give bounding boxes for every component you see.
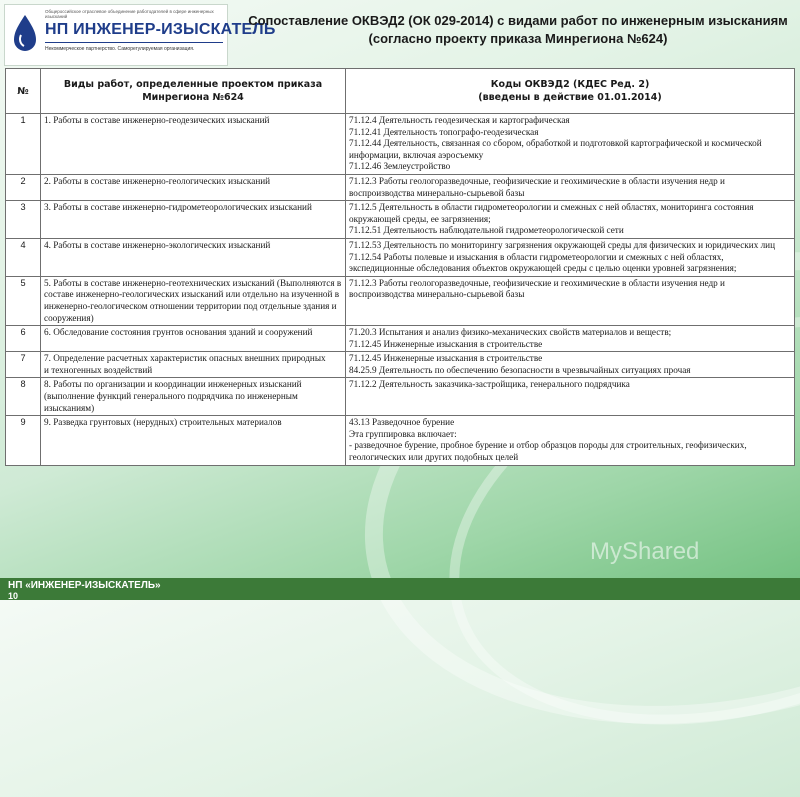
okved-codes-cell <box>346 276 795 325</box>
table-row <box>6 326 795 352</box>
table-row <box>6 201 795 239</box>
header <box>0 0 800 68</box>
work-type-text: 3. Работы в составе инженерно-гидрометеорологических изысканий <box>44 202 312 213</box>
okved-code-text: Эта группировка включает: <box>349 428 457 439</box>
row-number: 3 <box>6 201 41 239</box>
row-number: 4 <box>6 238 41 276</box>
row-number: 8 <box>6 378 41 416</box>
header-codes <box>346 69 795 114</box>
okved-codes-cell <box>346 352 795 378</box>
okved-code-text: 71.12.4 Деятельность геодезическая и картографическая <box>349 115 570 125</box>
okved-code-text: 71.12.2 Деятельность заказчика-застройщика, генерального подрядчика <box>349 379 630 390</box>
row-number: 2 <box>6 174 41 200</box>
work-type-text: 8. Работы по организации и координации инженерных изысканий (выполнение функций генерального подрядчика по инженерным изысканиям) <box>44 379 302 413</box>
work-type-cell <box>41 201 346 239</box>
watermark: MyShared <box>590 538 700 565</box>
work-type-cell <box>41 174 346 200</box>
okved-code-text: 71.20.3 Испытания и анализ физико-механических свойств материалов и веществ; <box>349 327 672 338</box>
work-type-text: 2. Работы в составе инженерно-геологических изысканий <box>44 175 271 186</box>
work-type-cell <box>41 416 346 465</box>
okved-code-text: 71.12.45 Инженерные изыскания в строительстве <box>349 353 543 364</box>
work-type-text: 1. Работы в составе инженерно-геодезических изысканий <box>44 115 270 125</box>
logo <box>4 4 276 66</box>
row-number: 6 <box>6 326 41 352</box>
comparison-table <box>5 68 795 466</box>
okved-code-text: 71.12.3 Работы геологоразведочные, геофизические и геохимические в области изучения недр и воспроизводства минерально-сырьевой базы <box>349 277 725 300</box>
okved-codes-cell <box>346 174 795 200</box>
okved-code-text: 71.12.53 Деятельность по мониторингу загрязнения окружающей среды для физических и юридических лиц <box>349 239 775 250</box>
okved-code-text: 71.12.51 Деятельность наблюдательной гидрометеорологической сети <box>349 225 624 236</box>
row-number: 7 <box>6 352 41 378</box>
table-row <box>6 174 795 200</box>
footer-org: НП «ИНЖЕНЕР-ИЗЫСКАТЕЛЬ» <box>8 580 161 591</box>
logo-subtitle: Некоммерческое партнерство. Саморегулируемая организация. <box>45 46 195 52</box>
okved-code-text: 71.12.45 Инженерные изыскания в строительстве <box>349 338 543 349</box>
header-codes-line: (введены в действие 01.01.2014) <box>478 92 662 103</box>
okved-code-text: 71.12.3 Работы геологоразведочные, геофизические и геохимические в области изучения недр и воспроизводства минерально-сырьевой базы <box>349 175 725 198</box>
table-row <box>6 114 795 175</box>
okved-code-text: 71.12.54 Работы полевые и изыскания в области гидрометеорологии и смежных с ней областях, экспедиционные обследования объектов окружающей среды с целью оценки уровней загрязнения; <box>349 251 737 274</box>
okved-code-text: 71.12.5 Деятельность в области гидрометеорологии и смежных с ней областях, мониторинга состояния окружающей среды, ее загрязнения; <box>349 202 754 224</box>
okved-codes-cell <box>346 114 795 175</box>
row-number: 5 <box>6 276 41 325</box>
table-row <box>6 416 795 465</box>
work-type-cell <box>41 276 346 325</box>
work-type-text: и техногенных воздействий <box>44 364 153 375</box>
okved-code-text: 71.12.44 Деятельность, связанная со сбором, обработкой и подготовкой картографической и космической информации, включая аэросъемку <box>349 138 762 160</box>
page-number: 10 <box>8 591 19 601</box>
work-type-text: 7. Определение расчетных характеристик опасных внешних природных <box>44 353 326 364</box>
table-row <box>6 238 795 276</box>
row-number: 9 <box>6 416 41 465</box>
header-works-line: Минрегиона №624 <box>142 92 244 103</box>
header-codes-line: Коды ОКВЭД2 (КДЕС Ред. 2) <box>490 79 650 90</box>
title-line-1: Сопоставление ОКВЭД2 (ОК 029-2014) с видами работ по инженерным изысканиям <box>248 13 788 28</box>
page-title <box>238 12 798 48</box>
okved-codes-cell <box>346 201 795 239</box>
okved-code-text: 71.12.41 Деятельность топографо-геодезическая <box>349 126 539 137</box>
logo-top-text: Общероссийское отраслевое объединение работодателей в сфере инженерных изысканий <box>45 9 214 19</box>
header-works-line: Виды работ, определенные проектом приказа <box>63 79 323 90</box>
row-number: 1 <box>6 114 41 175</box>
work-type-cell <box>41 326 346 352</box>
table-row <box>6 352 795 378</box>
work-type-text: 4. Работы в составе инженерно-экологических изысканий <box>44 239 271 250</box>
work-type-text: 9. Разведка грунтовых (нерудных) строительных материалов <box>44 417 282 428</box>
work-type-cell <box>41 238 346 276</box>
footer <box>0 578 800 600</box>
logo-name: НП ИНЖЕНЕР-ИЗЫСКАТЕЛЬ <box>45 21 276 38</box>
okved-code-text: 84.25.9 Деятельность по обеспечению безопасности в чрезвычайных ситуациях прочая <box>349 364 691 375</box>
logo-divider <box>45 42 223 43</box>
header-works <box>41 69 346 114</box>
table-row <box>6 378 795 416</box>
work-type-text: 6. Обследование состояния грунтов основания зданий и сооружений <box>44 327 313 338</box>
okved-codes-cell <box>346 416 795 465</box>
table-row <box>6 276 795 325</box>
okved-codes-cell <box>346 238 795 276</box>
header-num: № <box>6 69 41 114</box>
okved-codes-cell <box>346 378 795 416</box>
okved-codes-cell <box>346 326 795 352</box>
water-drop-icon <box>11 13 39 53</box>
table-header-row <box>6 69 795 114</box>
work-type-cell <box>41 378 346 416</box>
okved-code-text: - разведочное бурение, пробное бурение и отбор образцов породы для строительных, геофизических, геологических или других подобных целей <box>349 440 747 463</box>
work-type-cell <box>41 352 346 378</box>
okved-code-text: 71.12.46 Землеустройство <box>349 161 451 172</box>
okved-code-text: 43.13 Разведочное бурение <box>349 417 455 428</box>
work-type-text: 5. Работы в составе инженерно-геотехнических изысканий (Выполняются в составе инженерно-геологических изысканий или отдельно на изученной в инженерно-геологическом отношении территории под отдельные здания и сооружения) <box>44 277 342 323</box>
work-type-cell <box>41 114 346 175</box>
title-line-2: (согласно проекту приказа Минрегиона №624) <box>368 31 668 46</box>
